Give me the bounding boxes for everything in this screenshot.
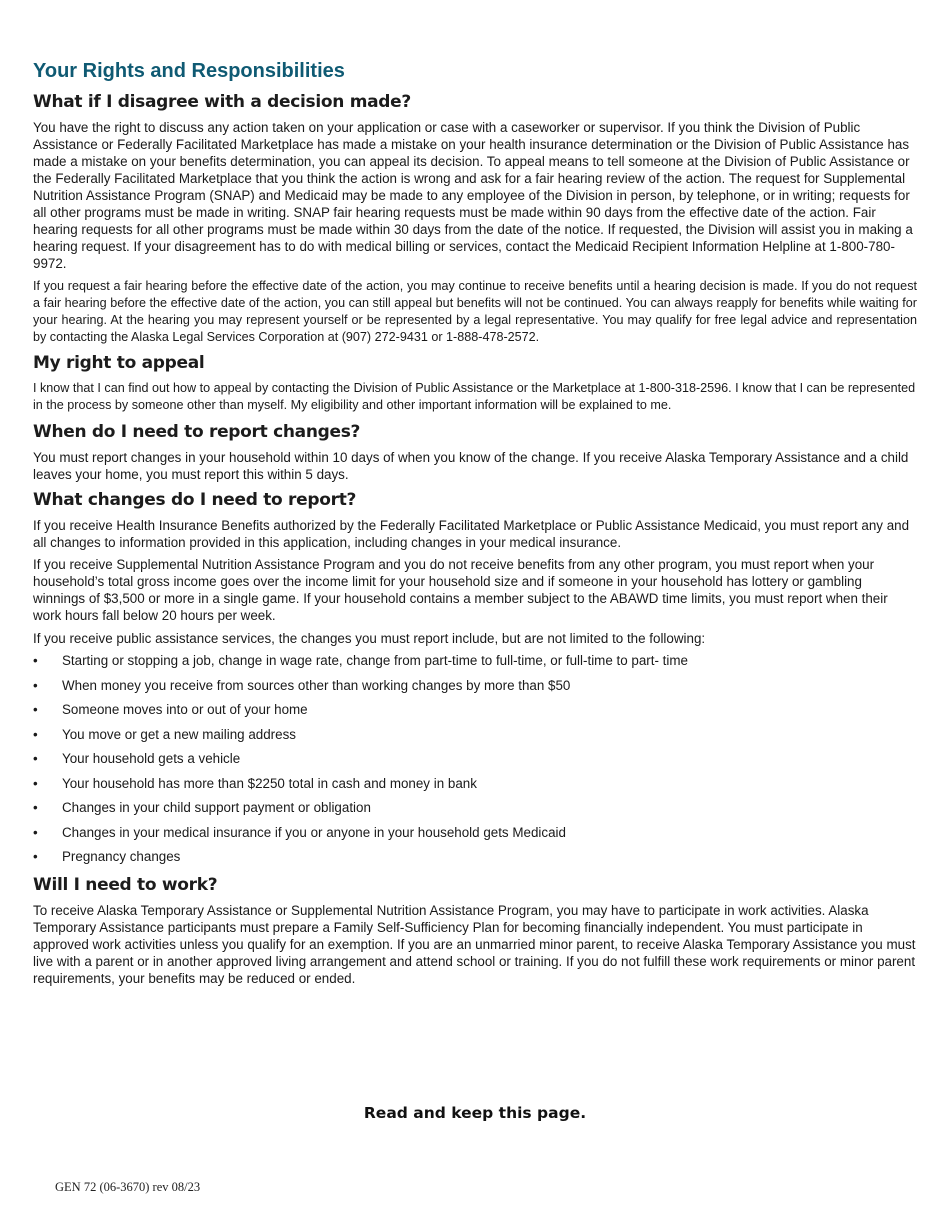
list-item: • Your household gets a vehicle	[33, 751, 241, 766]
report-changes-list	[33, 652, 917, 873]
bullet-icon: •	[33, 824, 38, 840]
list-item: • Pregnancy changes	[33, 849, 181, 864]
heading-work: Will I need to work?	[33, 874, 218, 895]
report-what-paragraph-3: If you receive public assistance services, the changes you must report include, but are not limited to the following:	[33, 631, 706, 646]
page-title: Your Rights and Responsibilities	[33, 60, 345, 82]
work-paragraph: To receive Alaska Temporary Assistance or Supplemental Nutrition Assistance Program, you may have to participate in work activities. Alaska Temporary Assistance participants must prepare a Family Self-Sufficiency Plan for becoming financially independent. You must participate in approved work activities unless you qualify for an exemption. If you are an unmarried minor parent, to receive Alaska Temporary Assistance you must live with a parent or in another approved living arrangement and attend school or training. If you do not fulfill these work requirements or minor parent requirements, your benefits may be reduced or ended.	[33, 902, 916, 986]
list-item: • Changes in your child support payment or obligation	[33, 800, 371, 815]
disagree-paragraph-1: You have the right to discuss any action taken on your application or case with a caseworker or supervisor. If you think the Division of Public Assistance or Federally Facilitated Marketplace has made a mistake on your health insurance determination or the Division of Public Assistance has made a mistake on your benefits determination, you can appeal its decision. To appeal means to tell someone at the Division of Public Assistance or the Federally Facilitated Marketplace that you think the action is wrong and ask for a fair hearing review of the action. The request for Supplemental Nutrition Assistance Program (SNAP) and Medicaid may be made to any employee of the Division in person, by telephone, or in writing; requests for all other programs must be made in writing. SNAP fair hearing requests must be made within 90 days from the effective date of the action. Fair hearing requests for all other programs must be made within 30 days from the date of the notice. If requested, the Division will assist you in making a hearing request. If your disagreement has to do with medical billing or services, contact the Medicaid Recipient Information Helpline at 1-800-780-9972.	[33, 120, 913, 271]
heading-appeal: My right to appeal	[33, 353, 205, 373]
bullet-icon: •	[33, 751, 38, 766]
section-work	[33, 873, 917, 987]
list-item: • When money you receive from sources other than working changes by more than $50	[33, 677, 571, 693]
section-disagree	[33, 90, 917, 346]
section-appeal	[33, 351, 917, 414]
heading-report-when: When do I need to report changes?	[33, 422, 361, 442]
bullet-icon: •	[33, 677, 38, 693]
bullet-icon: •	[33, 775, 38, 791]
list-item: • Someone moves into or out of your home	[33, 702, 308, 717]
list-item: • You move or get a new mailing address	[33, 726, 296, 742]
list-item: • Starting or stopping a job, change in wage rate, change from part-time to full-time, or full-time to part- time	[33, 653, 688, 668]
heading-disagree: What if I disagree with a decision made?	[33, 92, 411, 112]
heading-report-what: What changes do I need to report?	[33, 490, 357, 510]
bullet-icon: •	[33, 800, 38, 815]
section-report-when	[33, 420, 917, 483]
bullet-icon: •	[33, 726, 38, 742]
report-what-paragraph-1: If you receive Health Insurance Benefits authorized by the Federally Facilitated Marketplace or Public Assistance Medicaid, you must report any and all changes to information provided in this application, including changes in your medical insurance.	[33, 518, 910, 550]
form-code: GEN 72 (06-3670) rev 08/23	[55, 1180, 201, 1194]
bullet-icon: •	[33, 849, 38, 864]
disagree-paragraph-2: If you request a fair hearing before the effective date of the action, you may continue to receive benefits until a hearing decision is made. If you do not request a fair hearing before the effective date of the action, you can still appeal but benefits will not be continued. You can always reapply for benefits while waiting for your hearing. At the hearing you may represent yourself or be represented by a legal representative. You may qualify for free legal advice and representation by contacting the Alaska Legal Services Corporation at (907) 272-9431 or 1-888-478-2572.	[33, 279, 917, 344]
appeal-paragraph: I know that I can find out how to appeal by contacting the Division of Public Assistance or the Marketplace at 1-800-318-2596. I know that I can be represented in the process by someone other than myself. My eligibility and other important information will be explained to me.	[33, 381, 916, 412]
report-when-paragraph: You must report changes in your household within 10 days of when you know of the change. If you receive Alaska Temporary Assistance and a child leaves your home, you must report this within 5 days.	[33, 450, 909, 482]
document-page	[33, 58, 917, 987]
bullet-icon: •	[33, 702, 38, 717]
section-report-what	[33, 488, 917, 873]
list-item: • Changes in your medical insurance if you or anyone in your household gets Medicaid	[33, 824, 566, 840]
report-what-paragraph-2: If you receive Supplemental Nutrition Assistance Program and you do not receive benefits from any other program, you must report when your household’s total gross income goes over the income limit for your household size and if someone in your household has lottery or gambling winnings of $3,500 or more in a single game. If your household contains a member subject to the ABAWD time limits, you must report when their work hours fall below 20 hours per week.	[33, 557, 888, 623]
bullet-icon: •	[33, 653, 38, 668]
keep-page-note: Read and keep this page.	[363, 1104, 587, 1122]
list-item: • Your household has more than $2250 total in cash and money in bank	[33, 775, 477, 791]
